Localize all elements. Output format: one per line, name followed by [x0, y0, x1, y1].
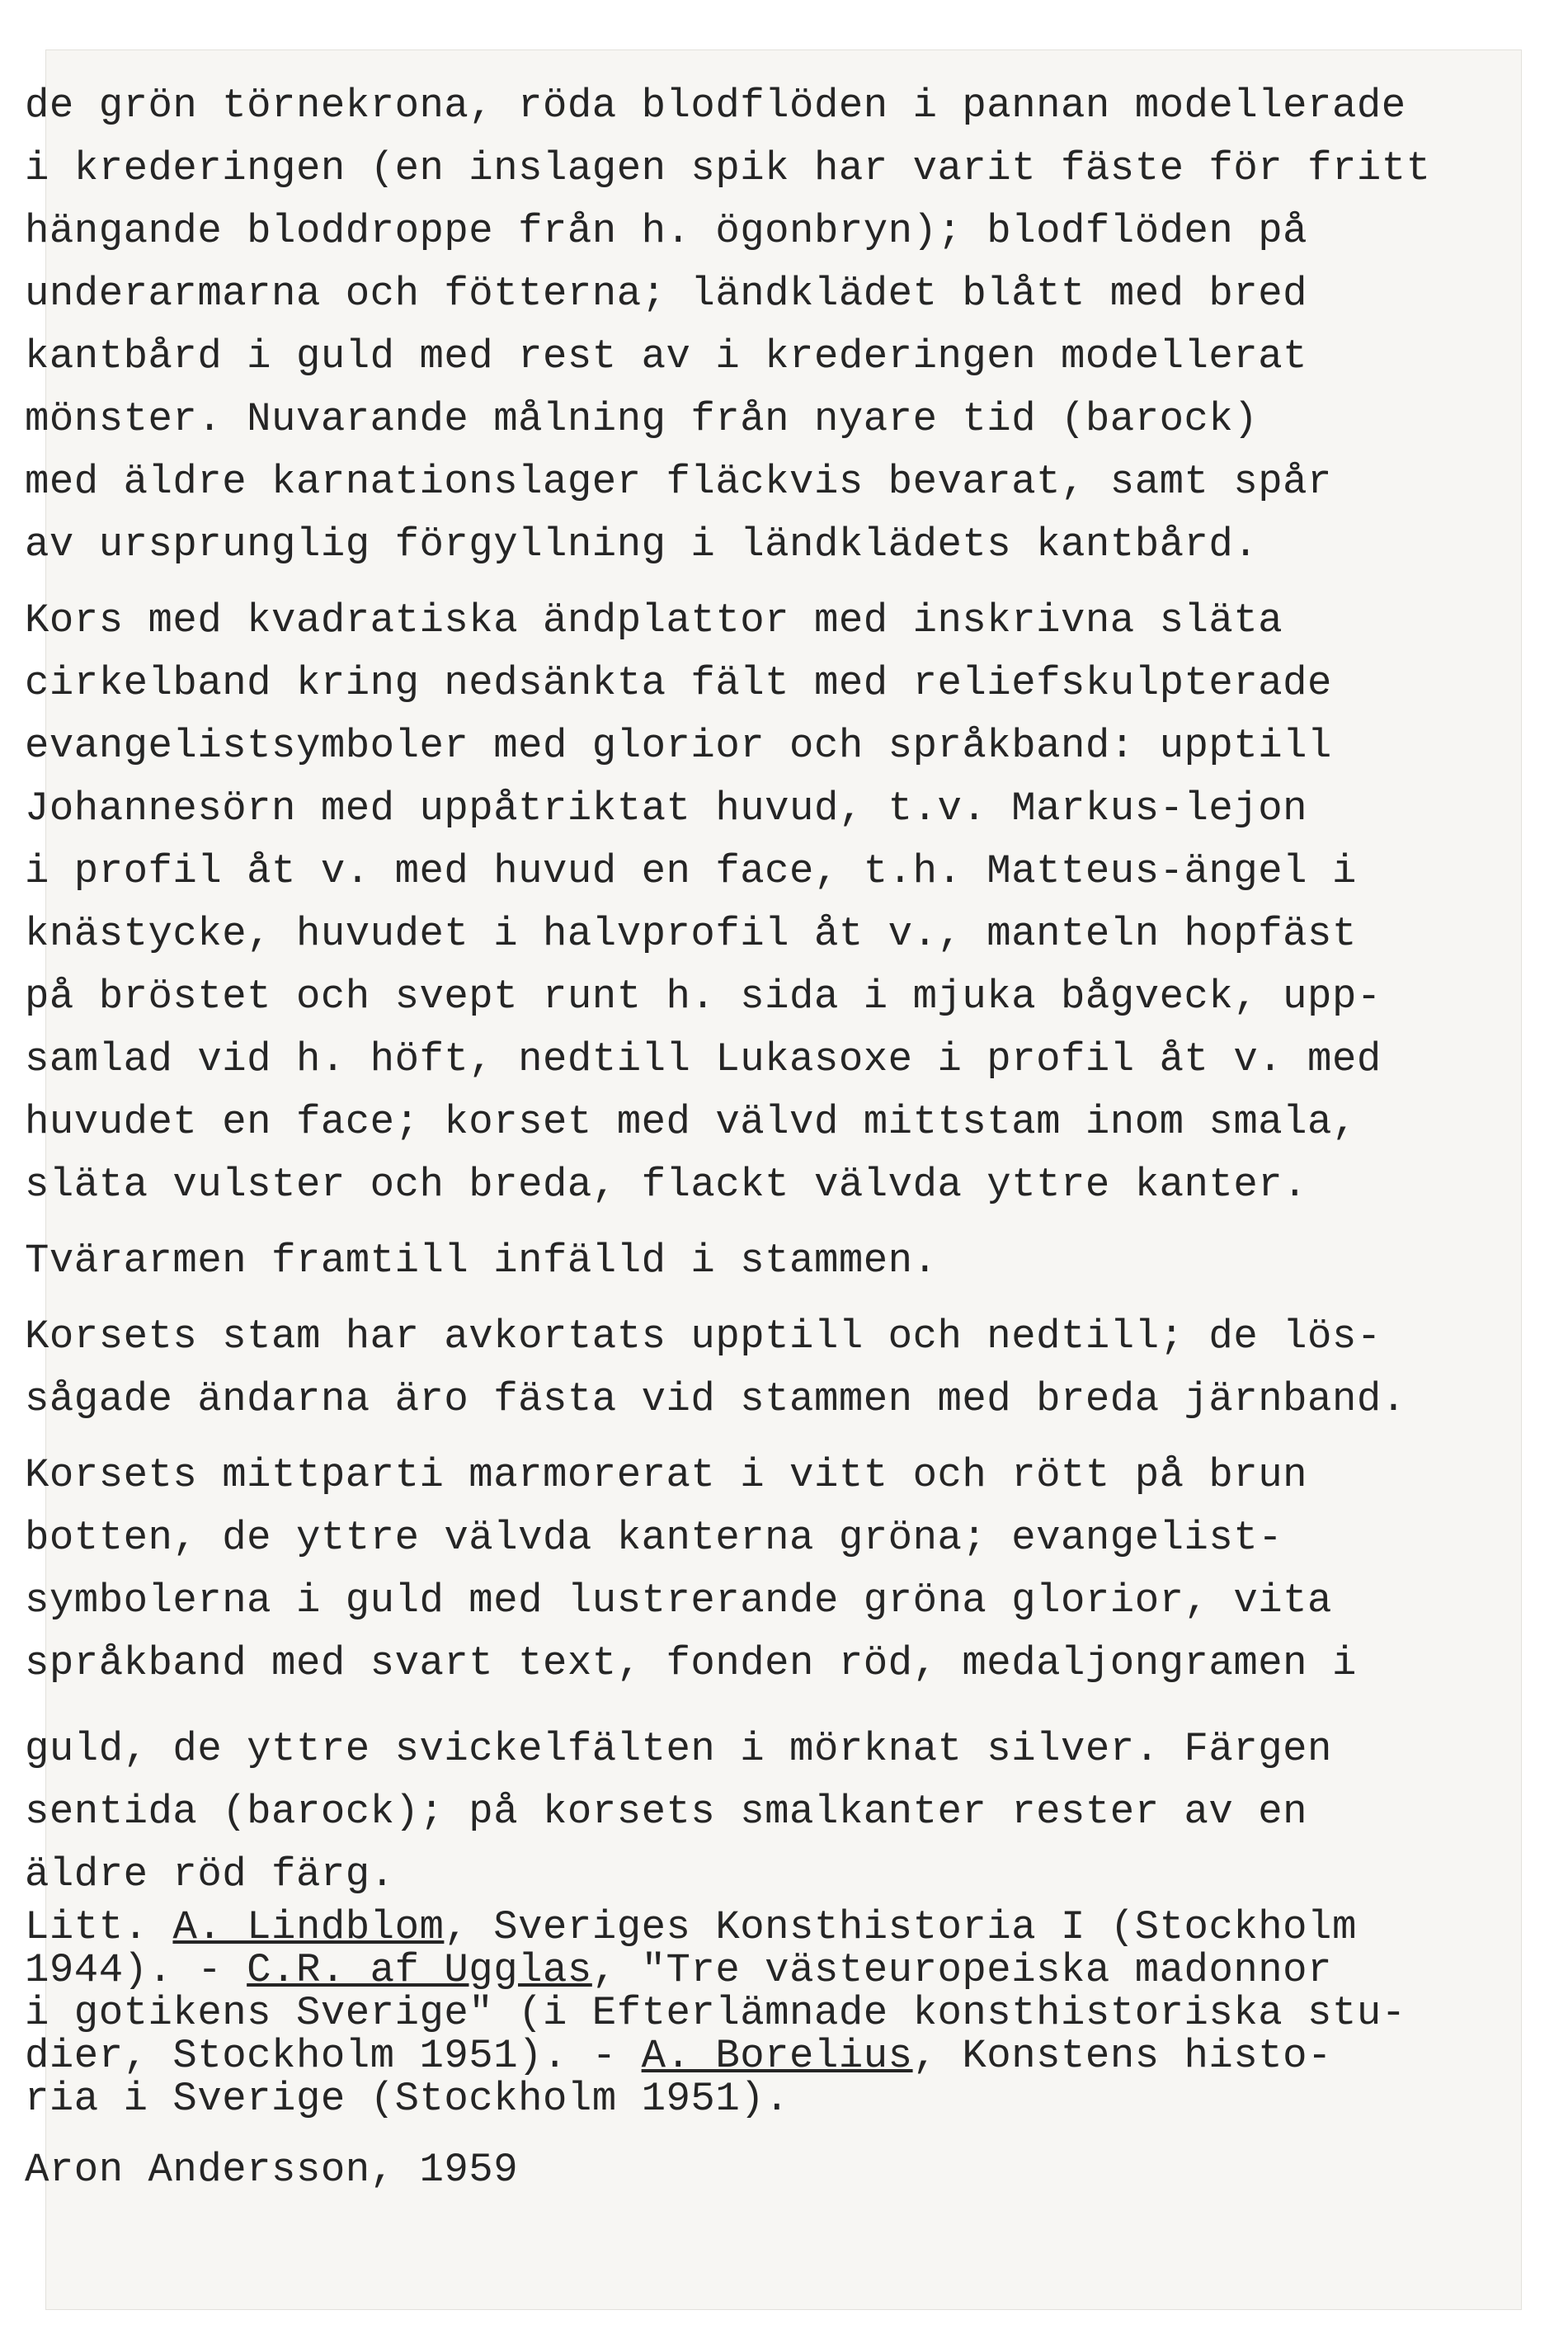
literature-line: ria i Sverige (Stockholm 1951).: [25, 2076, 790, 2122]
text-line: språkband med svart text, fonden röd, medaljongramen i: [25, 1640, 1357, 1686]
paragraph-crucifix-description: [25, 74, 1485, 576]
paragraph-stem: [25, 1305, 1485, 1431]
text-line: botten, de yttre välvda kanterna gröna; evangelist-: [25, 1515, 1283, 1561]
literature-text: dier, Stockholm 1951). -: [25, 2033, 642, 2079]
paragraph-colors-continued: [25, 1718, 1485, 1906]
author-name: C.R. af Ugglas: [247, 1947, 592, 1993]
text-line: knästycke, huvudet i halvprofil åt v., manteln hopfäst: [25, 911, 1357, 957]
paragraph-cross-description: [25, 589, 1485, 1216]
text-line: Tvärarmen framtill infälld i stammen.: [25, 1238, 938, 1284]
literature-line: [25, 1906, 1485, 1949]
literature-line: i gotikens Sverige" (i Efterlämnade konsthistoriska stu-: [25, 1990, 1406, 2036]
text-line: kantbård i guld med rest av i krederingen modellerat: [25, 333, 1308, 380]
text-line: sågade ändarna äro fästa vid stammen med breda järnband.: [25, 1376, 1406, 1422]
literature-text: Litt.: [25, 1904, 173, 1950]
text-line: av ursprunglig förgyllning i ländklädets kantbård.: [25, 521, 1259, 568]
text-line: underarmarna och fötterna; ländklädet blått med bred: [25, 271, 1308, 317]
text-line: cirkelband kring nedsänkta fält med reliefskulpterade: [25, 660, 1332, 706]
text-line: symbolerna i guld med lustrerande gröna glorior, vita: [25, 1577, 1332, 1624]
text-line: Johannesörn med uppåtriktat huvud, t.v. Markus-lejon: [25, 785, 1308, 832]
author-name: A. Borelius: [641, 2033, 913, 2079]
paragraph-colors: [25, 1444, 1485, 1695]
literature-line: [25, 1949, 1485, 1992]
text-line: huvudet en face; korset med välvd mittstam inom smala,: [25, 1099, 1357, 1145]
literature-text: , "Tre västeuropeiska madonnor: [591, 1947, 1332, 1993]
text-line: Kors med kvadratiska ändplattor med inskrivna släta: [25, 597, 1283, 644]
text-line: hängande bloddroppe från h. ögonbryn); blodflöden på: [25, 208, 1308, 254]
text-line: de grön törnekrona, röda blodflöden i pannan modellerade: [25, 82, 1406, 129]
literature-text: , Sveriges Konsthistoria I (Stockholm: [444, 1904, 1357, 1950]
literature-text: 1944). -: [25, 1947, 247, 1993]
text-line: samlad vid h. höft, nedtill Lukasoxe i profil åt v. med: [25, 1036, 1382, 1082]
text-line: guld, de yttre svickelfälten i mörknat silver. Färgen: [25, 1726, 1332, 1772]
text-line: Korsets mittparti marmorerat i vitt och rött på brun: [25, 1452, 1308, 1498]
literature-references: [25, 1906, 1485, 2120]
text-line: sentida (barock); på korsets smalkanter rester av en: [25, 1789, 1308, 1835]
text-line: Korsets stam har avkortats upptill och nedtill; de lös-: [25, 1313, 1382, 1360]
author-signature: Aron Andersson, 1959: [25, 2147, 519, 2193]
literature-text: , Konstens histo-: [912, 2033, 1332, 2079]
text-line: släta vulster och breda, flackt välvda yttre kanter.: [25, 1162, 1308, 1208]
text-line: mönster. Nuvarande målning från nyare tid (barock): [25, 396, 1259, 442]
text-line: i profil åt v. med huvud en face, t.h. Matteus-ängel i: [25, 848, 1357, 894]
text-line: med äldre karnationslager fläckvis bevarat, samt spår: [25, 459, 1332, 505]
author-name: A. Lindblom: [172, 1904, 445, 1950]
literature-line: [25, 2034, 1485, 2077]
document-text: [25, 74, 1485, 2201]
text-line: på bröstet och svept runt h. sida i mjuka bågveck, upp-: [25, 974, 1382, 1020]
paragraph-crossarm: [25, 1229, 1485, 1292]
text-line: evangelistsymboler med glorior och språkband: upptill: [25, 723, 1332, 769]
text-line: i krederingen (en inslagen spik har varit fäste för fritt: [25, 145, 1431, 191]
signature: [25, 2138, 1485, 2201]
text-line: äldre röd färg.: [25, 1851, 395, 1898]
